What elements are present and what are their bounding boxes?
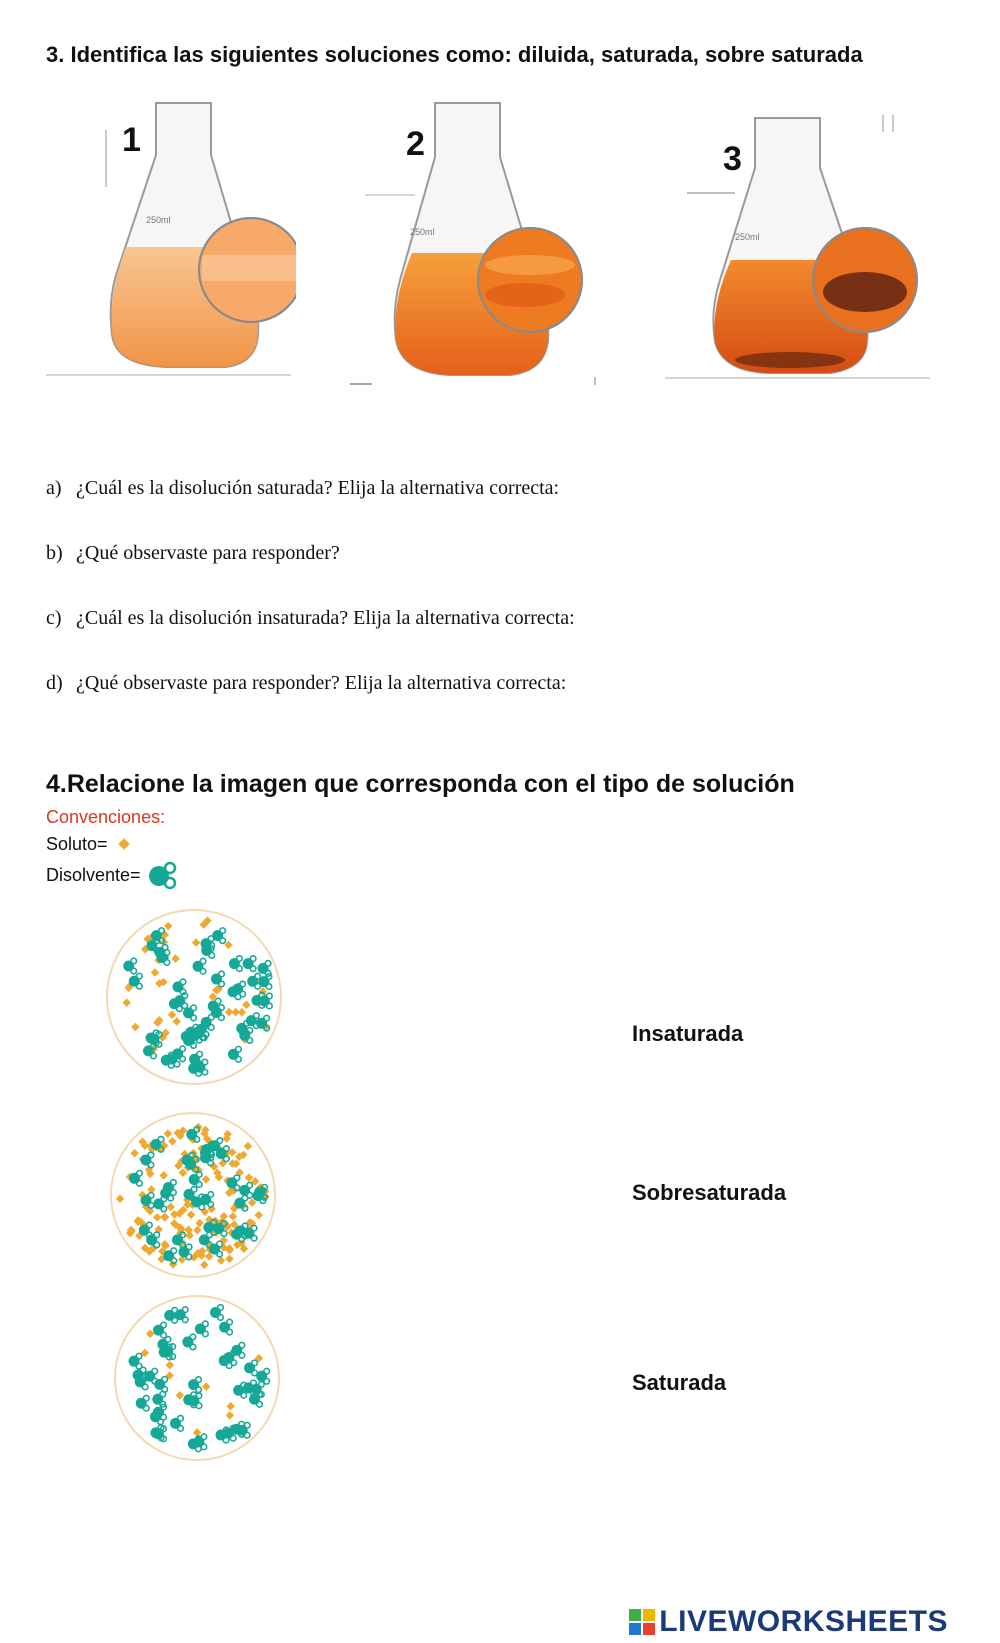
question-b <box>46 542 340 565</box>
question-b-text: ¿Qué observaste para responder? <box>76 542 340 564</box>
question-a <box>46 477 559 500</box>
flask-1-illustration <box>46 95 296 380</box>
question-c <box>46 607 575 630</box>
particle-diagram-1[interactable] <box>104 907 284 1092</box>
disolvente-label: Disolvente= <box>46 864 141 885</box>
flask-2-volume: 250ml <box>410 227 435 237</box>
particle-diagram-2[interactable] <box>108 1110 278 1285</box>
flask-3-number: 3 <box>723 140 742 178</box>
label-insaturada[interactable]: Insaturada <box>632 1021 744 1046</box>
question-3-title: 3. Identifica las siguientes soluciones como: diluida, saturada, sobre saturada <box>46 42 863 67</box>
label-sobresaturada[interactable]: Sobresaturada <box>632 1180 787 1205</box>
particle-diagram-3[interactable] <box>112 1293 282 1468</box>
flask-3-volume: 250ml <box>735 232 760 242</box>
disolvente-legend <box>46 860 179 890</box>
flask-1 <box>46 95 296 380</box>
liveworksheets-logo <box>629 1605 948 1639</box>
conventions-label: Convenciones: <box>46 807 166 827</box>
flask-1-volume: 250ml <box>146 215 171 225</box>
liveworksheets-mark-icon <box>629 1609 655 1635</box>
question-b-letter: b) <box>46 542 63 564</box>
question-c-text: ¿Cuál es la disolución insaturada? Elija la alternativa correcta: <box>76 607 575 629</box>
question-a-letter: a) <box>46 477 62 499</box>
question-d-letter: d) <box>46 672 63 694</box>
particle-diagram-1-svg <box>104 907 284 1087</box>
question-4-title: 4.Relacione la imagen que corresponda con el tipo de solución <box>46 770 795 798</box>
label-saturada[interactable]: Saturada <box>632 1370 727 1395</box>
flask-2 <box>350 95 610 390</box>
particle-diagram-3-svg <box>112 1293 282 1463</box>
soluto-label: Soluto= <box>46 834 108 854</box>
particle-diagram-2-svg <box>108 1110 278 1280</box>
flask-2-illustration <box>350 95 610 390</box>
question-c-letter: c) <box>46 607 62 629</box>
flask-1-number: 1 <box>122 121 141 159</box>
question-d <box>46 672 566 695</box>
flask-2-number: 2 <box>406 125 425 163</box>
liveworksheets-logo-text: LIVEWORKSHEETS <box>659 1605 948 1638</box>
soluto-legend <box>46 834 134 855</box>
question-d-text: ¿Qué observaste para responder? Elija la alternativa correcta: <box>76 672 567 694</box>
solvent-particle-icon <box>145 860 179 890</box>
question-a-text: ¿Cuál es la disolución saturada? Elija la alternativa correcta: <box>76 477 560 499</box>
flask-3 <box>665 110 940 395</box>
flask-3-illustration <box>665 110 940 395</box>
solute-particle-icon <box>114 837 134 853</box>
